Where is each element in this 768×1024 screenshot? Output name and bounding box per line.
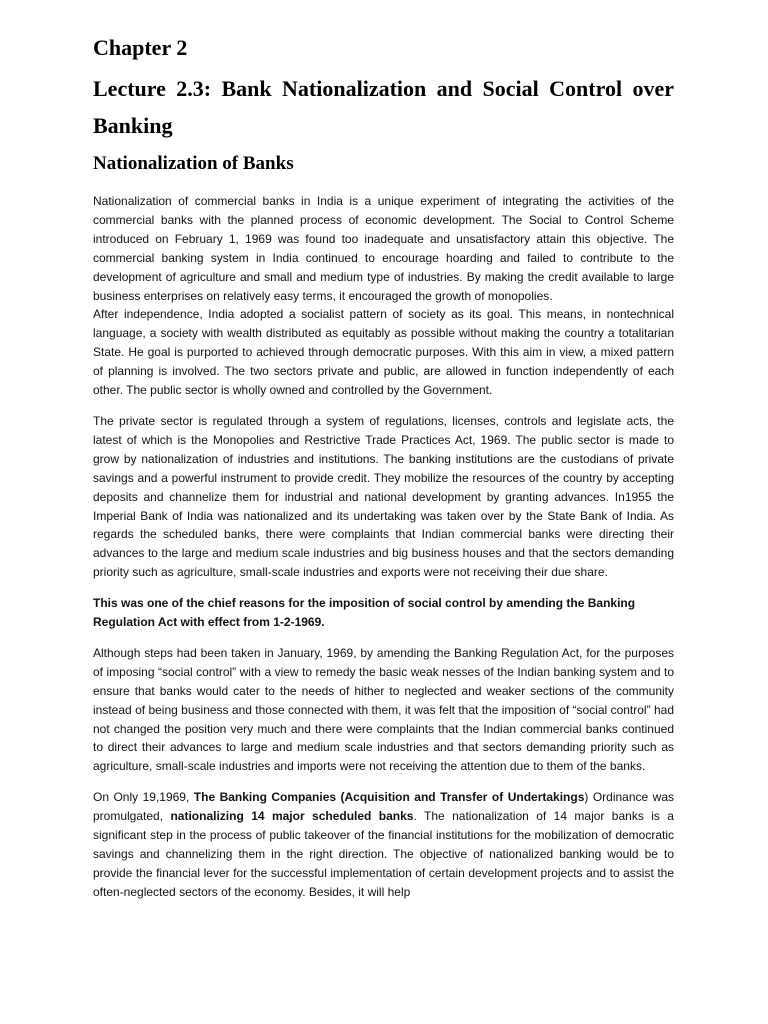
chapter-heading: Chapter 2 — [93, 35, 188, 60]
paragraph-6-rest: . The nationalization of 14 major banks is a significant step in the process of public takeover of the financial institutions for the mobilization of democratic savings and channelizing them in the right direction. The objective of nationalized banking would be to provide the financial lever for the successful implementation of certain development projects and to assist the often-neglected sectors of the economy. Besides, it will help — [93, 809, 674, 899]
paragraph-3: The private sector is regulated through a system of regulations, licenses, controls and legislate acts, the latest of which is the Monopolies and Restrictive Trade Practices Act, 1969. The public sector is made to grow by nationalization of industries and institutions. The banking institutions are the custodians of private savings and a powerful instrument to provide credit. They mobilize the resources of the country by accepting deposits and channelize them for industrial and national development by granting advances. In1955 the Imperial Bank of India was nationalized and its undertaking was taken over by the State Bank of India. As regards the scheduled banks, there were complaints that Indian commercial banks were directing their advances to the large and medium scale industries and big business houses and that the sectors demanding priority such as agriculture, small-scale industries and exports were not receiving their due share. — [93, 413, 674, 580]
paragraph-2: After independence, India adopted a socialist pattern of society as its goal. This means, in nontechnical language, a society with wealth distributed as equitably as possible without making the country a totalitarian State. He goal is purported to achieved through democratic purposes. With this aim in view, a mixed pattern of planning is involved. The two sectors private and public, are allowed in function independently of each other. The public sector is wholly owned and controlled by the Government. — [93, 307, 674, 398]
paragraph-5: Although steps had been taken in January, 1969, by amending the Banking Regulation Act, for the purposes of imposing “social control” with a view to remedy the basic weak nesses of the Indian banking system and to ensure that banks would cater to the needs of hither to neglected and weaker sections of the community instead of being business and those connected with them, it was felt that the imposition of “social control” had not changed the position very much and there were complaints that the Indian commercial banks continued to direct their advances to large and medium scale industries and that sectors demanding priority such as agriculture, small-scale industries and imports were not receiving the attention due to them of the banks. — [93, 645, 674, 774]
paragraph-6 — [93, 788, 674, 901]
section-heading: Nationalization of Banks — [93, 153, 294, 174]
paragraph-1: Nationalization of commercial banks in India is a unique experiment of integrating the activities of the commercial banks with the planned process of economic development. The Social to Control Scheme introduced on February 1, 1969 was found too inadequate and unsatisfactory attain this objective. The commercial banking system in India continued to encourage hoarding and failed to contribute to the development of agriculture and small and medium type of industries. By making the credit available to large business enterprises on relatively easy terms, it encouraged the growth of monopolies. — [93, 194, 674, 303]
paragraph-6-lead: On Only 19,1969, — [93, 790, 194, 805]
ordinance-name: The Banking Companies (Acquisition and Transfer of Undertakings — [193, 790, 585, 805]
paragraph-6-mid: ) Ordinance was promulgated, — [93, 790, 674, 824]
paragraph-4-bold: This was one of the chief reasons for the imposition of social control by amending the Banking Regulation Act with effect from 1-2-1969. — [93, 596, 636, 630]
nationalization-phrase: nationalizing 14 major scheduled banks — [170, 809, 414, 824]
lecture-title: Lecture 2.3: Bank Nationalization and Social Control over Banking — [93, 76, 674, 138]
